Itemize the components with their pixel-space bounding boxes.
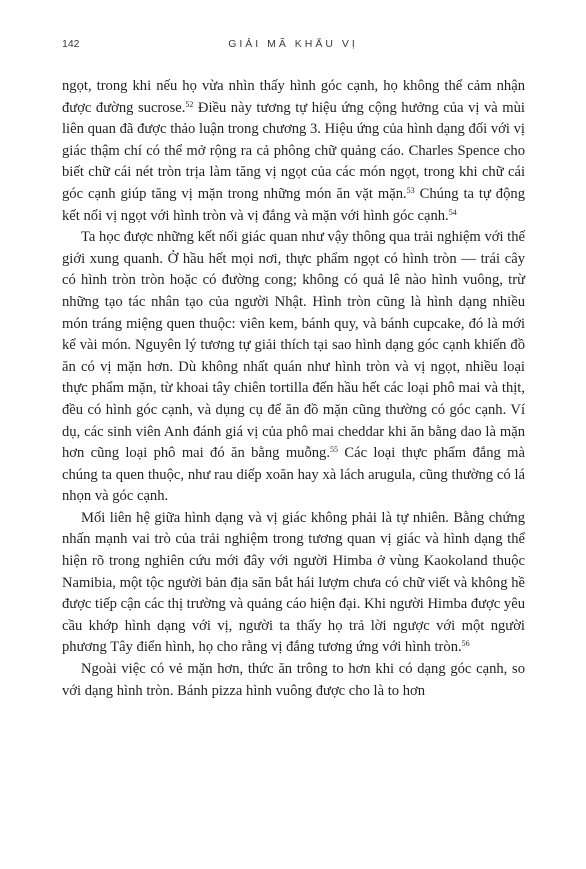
footnote-ref-54[interactable]: 54 bbox=[448, 207, 457, 217]
running-title: GIẢI MÃ KHẨU VỊ bbox=[228, 38, 358, 50]
footnote-ref-53[interactable]: 53 bbox=[406, 185, 415, 195]
text-run: Các loại thực phẩm đắng mà chúng ta quen thuộc, như rau diếp xoăn hay xà lách arugula, cũng thường có lá nhọn và góc cạnh. bbox=[62, 445, 526, 505]
text-run: Mối liên hệ giữa hình dạng và vị giác không phải là tự nhiên. Bằng chứng nhấn mạnh vai trò của trải nghiệm trong tương quan vị giác và hình dạng thể hiện rõ trong nghiên cứu mới đây với người Himba ở vùng Kaokoland thuộc Namibia, một tộc người bản địa săn bắt hái lượm chưa có chữ viết và không hề được tiếp cận các thị trường và quảng cáo hiện đại. Khi người Himba được yêu cầu khớp hình dạng với vị, người ta thấy họ trả lời ngược với một người phương Tây điển hình, họ cho rằng vị đắng tương ứng với hình tròn. bbox=[62, 509, 525, 656]
text-run: ngọt, trong khi nếu họ vừa nhìn thấy hình góc cạnh, họ không thể cảm nhận được đường sucrose. bbox=[62, 78, 525, 116]
text-run: Ngoài việc có vẻ mặn hơn, thức ăn trông to hơn khi có dạng góc cạnh, so với dạng hình tròn. Bánh pizza hình vuông được cho là to hơn bbox=[62, 661, 525, 699]
running-header bbox=[62, 38, 524, 54]
text-run: Ta học được những kết nối giác quan như vậy thông qua trải nghiệm với thế giới xung quanh. Ở hầu hết mọi nơi, thực phẩm ngọt có hình tròn — trái cây có hình tròn tròn hoặc có đường cong; không có quả lê nào hình vuông, trừ những tạo tác nhân tạo của người Nhật. Hình tròn cũng là hình dạng nhiều món tráng miệng quen thuộc: viên kem, bánh quy, và bánh cupcake, đó là mới kể vài món. Nguyên lý tương tự giải thích tại sao hình dạng góc cạnh khiến đồ ăn có vị mặn hơn. Dù không nhất quán như hình tròn và vị ngọt, nhiều loại thực phẩm mặn, từ khoai tây chiên tortilla đến hầu hết các loại phô mai và thịt, đều có hình góc cạnh, và dụng cụ để ăn đồ mặn cũng thường có góc cạnh. Ví dụ, các sinh viên Anh đánh giá vị của phô mai cheddar khi ăn bằng dao là mặn hơn cũng loại phô mai đó ăn bằng muỗng. bbox=[62, 229, 525, 462]
body-text bbox=[62, 76, 525, 702]
paragraph-2 bbox=[62, 227, 525, 508]
paragraph-3 bbox=[62, 508, 525, 659]
paragraph-4 bbox=[62, 659, 525, 702]
footnote-ref-55[interactable]: 55 bbox=[330, 445, 339, 455]
text-run: Chúng ta tự động kết nối vị ngọt với hình tròn và vị đắng và mặn với hình góc cạnh. bbox=[62, 185, 525, 224]
footnote-ref-56[interactable]: 56 bbox=[461, 639, 470, 649]
paragraph-1 bbox=[62, 76, 525, 227]
footnote-ref-52[interactable]: 52 bbox=[185, 99, 194, 109]
text-run: Điều này tương tự hiệu ứng cộng hưởng của vị và mùi liên quan đã được thảo luận trong chương 3. Hiệu ứng của hình dạng đối với vị giác thậm chí có thể mở rộng ra cả phông chữ quảng cáo. Charles Spence cho biết chữ cái nét tròn trịa làm tăng vị ngọt của các món ngọt, trong khi chữ cái góc cạnh giúp tăng vị mặn trong những món ăn vặt mặn. bbox=[62, 99, 525, 202]
page-number: 142 bbox=[62, 38, 80, 50]
